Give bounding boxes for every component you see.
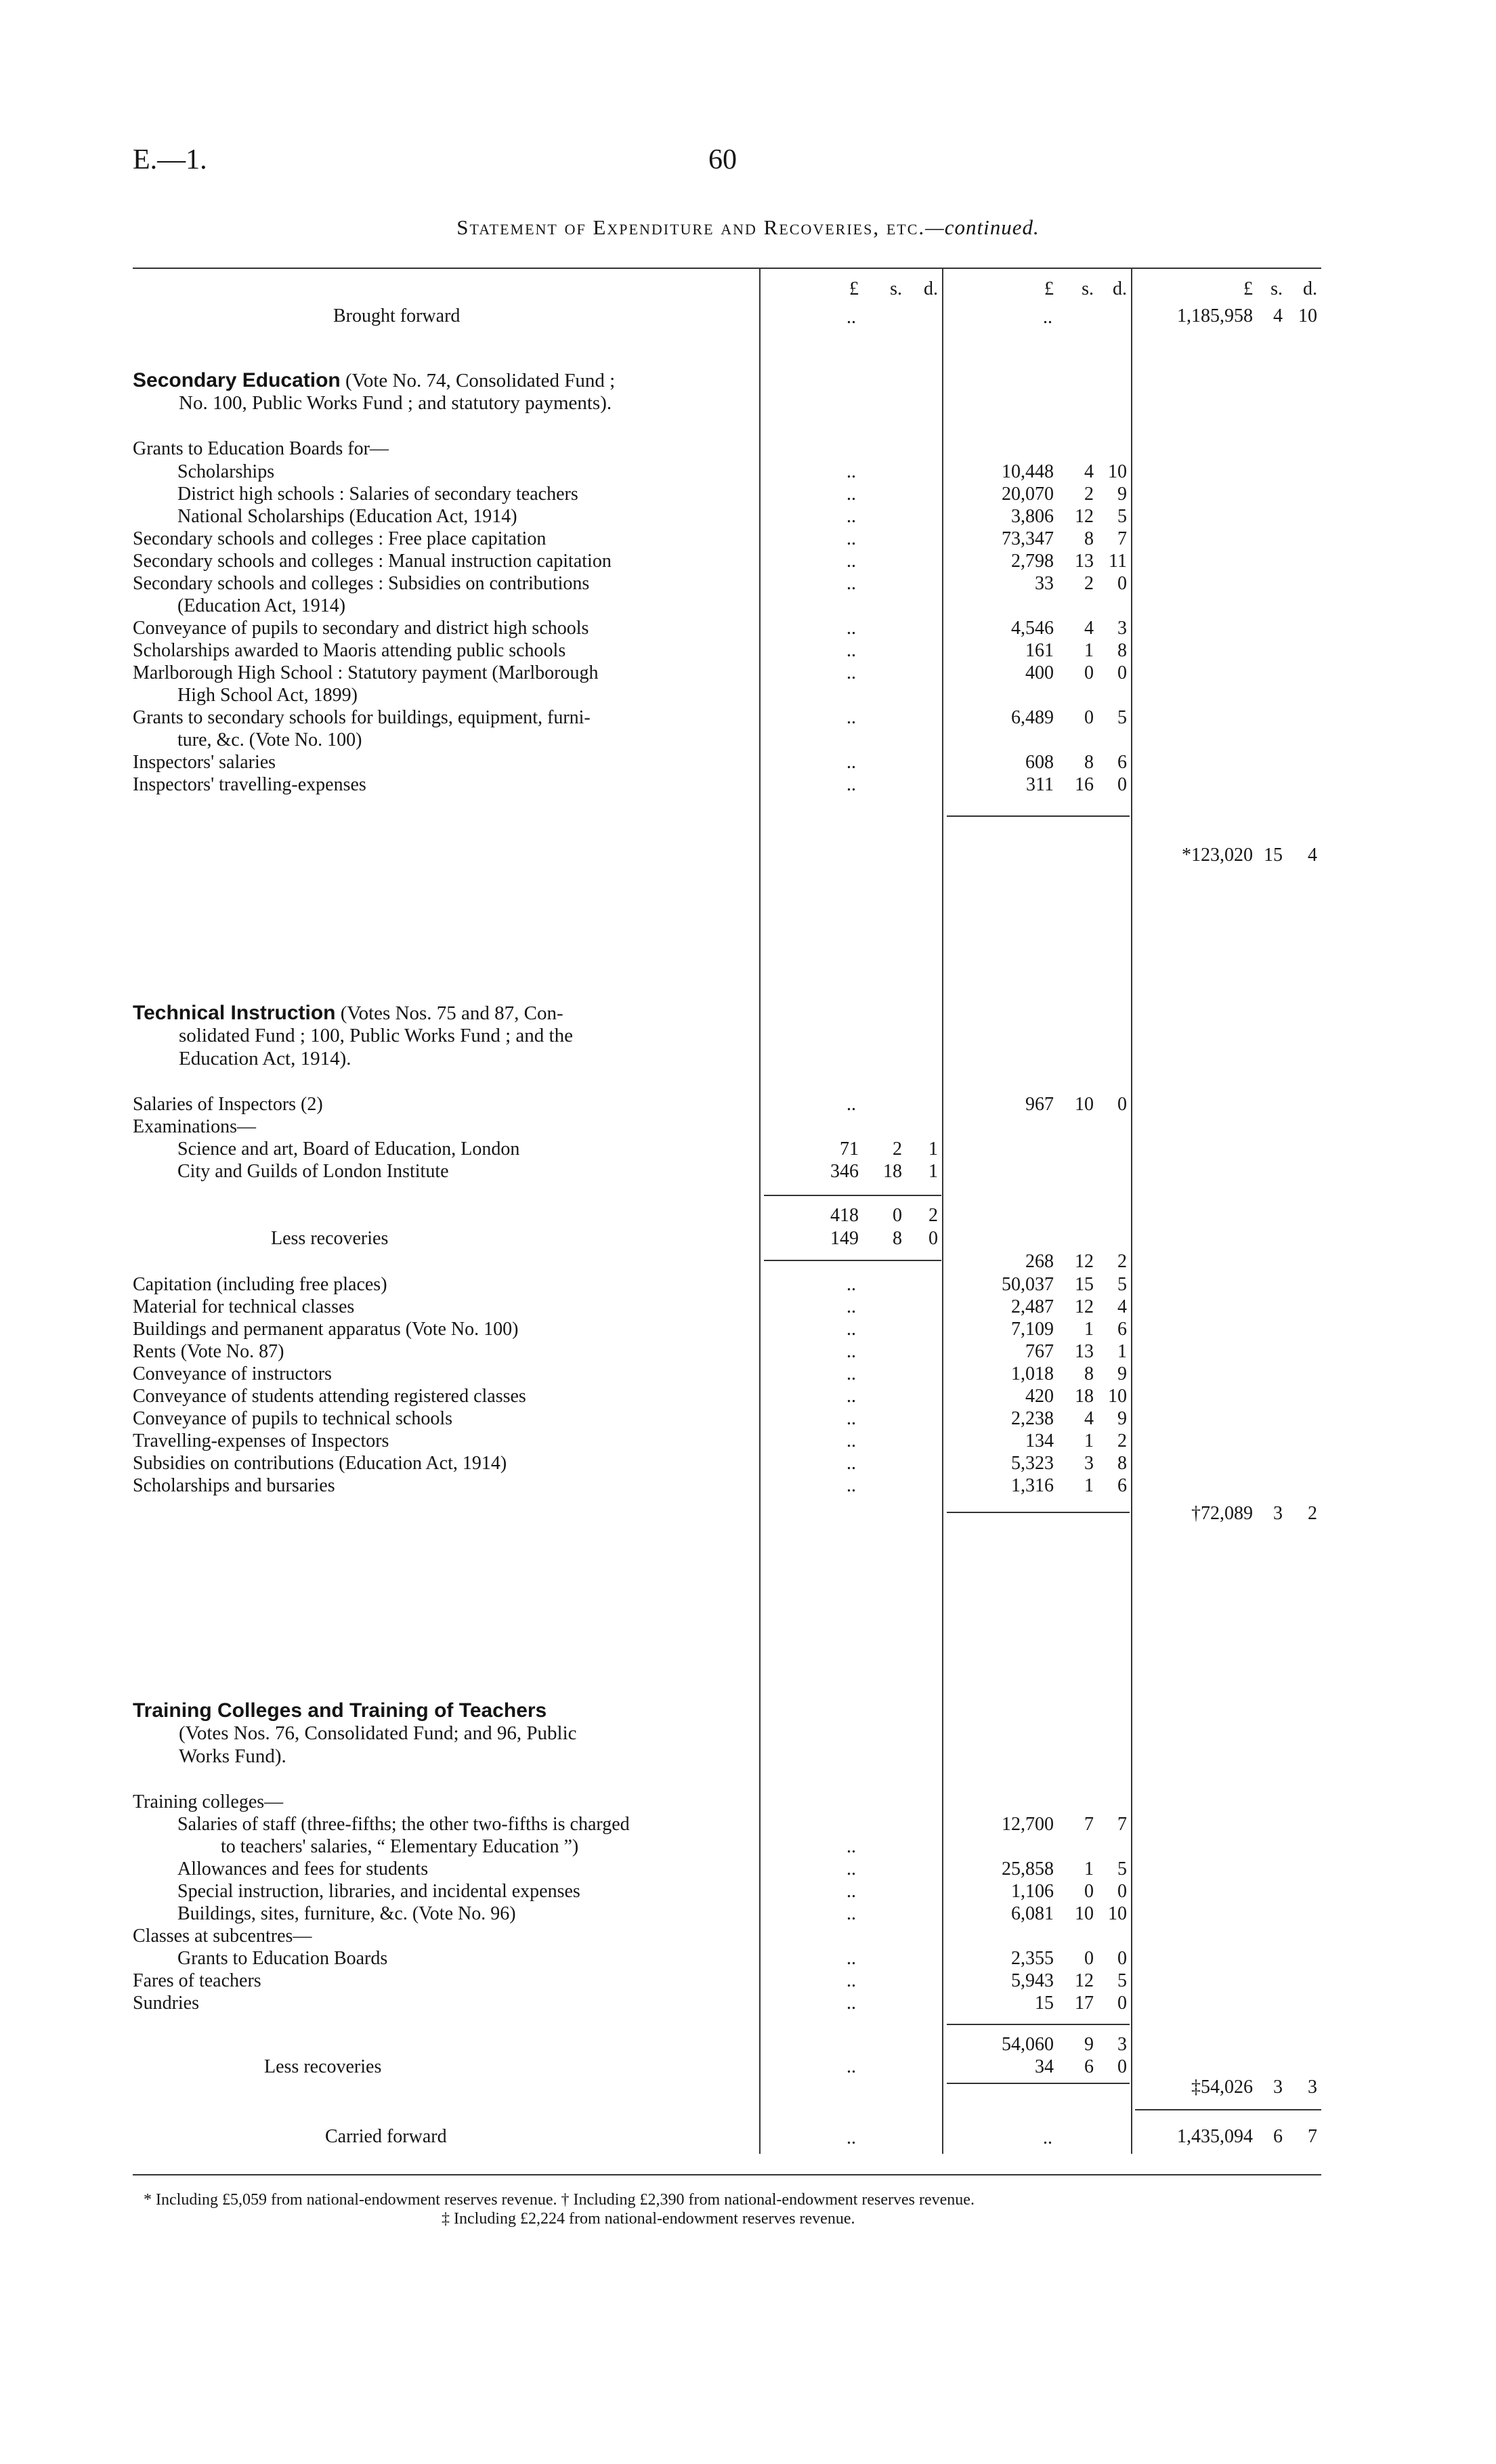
training-row-dots: .. bbox=[847, 1858, 856, 1879]
secondary-row-label: Grants to secondary schools for buildings, equipment, furni- bbox=[133, 707, 591, 728]
brought-forward-label: Brought forward bbox=[333, 305, 461, 326]
secondary-row-label: District high schools : Salaries of secondary teachers bbox=[177, 484, 578, 505]
technical-row-amount-s: 1 bbox=[1084, 1475, 1094, 1496]
technical-total-p: †72,089 bbox=[1191, 1503, 1253, 1524]
training-heading-line2: (Votes Nos. 76, Consolidated Fund; and 96, Public bbox=[179, 1722, 577, 1744]
training-row-dots: .. bbox=[847, 1836, 856, 1857]
secondary-row-dots: .. bbox=[847, 461, 856, 482]
cf-dots-a: .. bbox=[847, 2127, 856, 2148]
secondary-row-label: Conveyance of pupils to secondary and district high schools bbox=[133, 618, 589, 639]
unit-pence-A: d. bbox=[924, 278, 938, 299]
technical-row-amount-d: 2 bbox=[1117, 1430, 1127, 1451]
brought-forward-total-s: 4 bbox=[1273, 305, 1283, 326]
exam-net-d: 2 bbox=[1117, 1251, 1127, 1272]
technical-row-dots: .. bbox=[847, 1430, 856, 1451]
unit-pound-C: £ bbox=[1243, 278, 1253, 299]
secondary-title: Secondary Education bbox=[133, 369, 341, 391]
technical-row-amount-p: 2,238 bbox=[1011, 1408, 1054, 1429]
technical-row-amount-d: 10 bbox=[1108, 1386, 1127, 1407]
page-title bbox=[0, 215, 1496, 240]
secondary-row-amount-p: 4,546 bbox=[1011, 618, 1054, 639]
secondary-row-dots: .. bbox=[847, 707, 856, 728]
secondary-row-amount-s: 8 bbox=[1084, 528, 1094, 549]
technical-row-amount-d: 9 bbox=[1117, 1363, 1127, 1384]
secondary-row-label-cont: High School Act, 1899) bbox=[177, 685, 358, 706]
technical-row-amount-p: 1,018 bbox=[1011, 1363, 1054, 1384]
training-row-label: Allowances and fees for students bbox=[177, 1858, 429, 1879]
unit-shilling-A: s. bbox=[890, 278, 902, 299]
page-number: 60 bbox=[708, 144, 737, 175]
secondary-row-amount-d: 9 bbox=[1117, 484, 1127, 505]
secondary-subtotal-rule bbox=[947, 815, 1130, 817]
secondary-row-label: National Scholarships (Education Act, 1914) bbox=[177, 506, 517, 527]
secondary-row-amount-d: 3 bbox=[1117, 618, 1127, 639]
training-subtotal-p: 54,060 bbox=[1002, 2034, 1054, 2055]
secondary-row-amount-p: 10,448 bbox=[1002, 461, 1054, 482]
training-subtotal-rule bbox=[947, 2024, 1130, 2025]
secondary-row-dots: .. bbox=[847, 774, 856, 795]
technical-heading bbox=[133, 1001, 563, 1025]
training-row2-amount-p: 2,355 bbox=[1011, 1948, 1054, 1969]
training-row2-dots: .. bbox=[847, 1993, 856, 2014]
training-row-amount-d: 7 bbox=[1117, 1814, 1127, 1835]
training-less-recoveries-amount-p: 34 bbox=[1035, 2056, 1054, 2077]
technical-row-label: Conveyance of pupils to technical schools bbox=[133, 1408, 452, 1429]
exam-subtotal-s: 0 bbox=[893, 1205, 902, 1226]
training-total-p: ‡54,026 bbox=[1191, 2077, 1253, 2098]
training-row2-amount-p: 15 bbox=[1035, 1993, 1054, 2014]
exam-row-label: Science and art, Board of Education, London bbox=[177, 1139, 520, 1160]
training-row2-label: Sundries bbox=[133, 1993, 199, 2014]
training-row-amount-s: 0 bbox=[1084, 1881, 1094, 1902]
training-heading-line3: Works Fund). bbox=[179, 1745, 286, 1767]
secondary-heading-line2: No. 100, Public Works Fund ; and statutory payments). bbox=[179, 392, 612, 414]
secondary-row-amount-p: 311 bbox=[1026, 774, 1054, 795]
technical-row-dots: .. bbox=[847, 1341, 856, 1362]
technical-subtotal-rule bbox=[947, 1512, 1130, 1513]
technical-row-dots: .. bbox=[847, 1475, 856, 1496]
cf-dots-b: .. bbox=[1043, 2127, 1052, 2148]
secondary-heading bbox=[133, 368, 615, 393]
tech-less-recoveries-amount-p: 149 bbox=[830, 1228, 859, 1249]
technical-row-amount-p: 134 bbox=[1025, 1430, 1054, 1451]
secondary-row-label: Secondary schools and colleges : Subsidies on contributions bbox=[133, 573, 590, 594]
secondary-row-dots: .. bbox=[847, 640, 856, 661]
tech-less-recoveries-amount-s: 8 bbox=[893, 1228, 902, 1249]
tech-less-recoveries-amount-d: 0 bbox=[928, 1228, 938, 1249]
brought-forward-total-p: 1,185,958 bbox=[1177, 305, 1253, 326]
training-row2-label: Grants to Education Boards bbox=[177, 1948, 388, 1969]
tech-less-recoveries-label: Less recoveries bbox=[271, 1228, 389, 1249]
exam-row-amount-d: 1 bbox=[928, 1139, 938, 1160]
technical-row-amount-d: 4 bbox=[1117, 1296, 1127, 1317]
grants-heading: Grants to Education Boards for— bbox=[133, 438, 389, 459]
carried-rule bbox=[1135, 2109, 1321, 2110]
column-rule-2 bbox=[942, 268, 943, 2154]
secondary-row-amount-d: 10 bbox=[1108, 461, 1127, 482]
training-total-d: 3 bbox=[1308, 2077, 1317, 2098]
column-rule-3 bbox=[1131, 268, 1132, 2154]
bottom-rule bbox=[133, 2174, 1321, 2175]
secondary-row-label-cont: ture, &c. (Vote No. 100) bbox=[177, 729, 362, 750]
secondary-row-label: Inspectors' travelling-expenses bbox=[133, 774, 366, 795]
title-text: Statement of Expenditure and Recoveries, etc. bbox=[456, 215, 926, 239]
exam-subtotal-d: 2 bbox=[928, 1205, 938, 1226]
training-heading bbox=[133, 1699, 547, 1723]
top-rule bbox=[133, 268, 1321, 269]
carried-forward-total-d: 7 bbox=[1308, 2126, 1317, 2147]
salaries-dots: .. bbox=[847, 1094, 856, 1115]
technical-row-amount-s: 18 bbox=[1075, 1386, 1094, 1407]
exam-row-amount-p: 71 bbox=[840, 1139, 859, 1160]
training-row-amount-p: 12,700 bbox=[1002, 1814, 1054, 1835]
training-row-label: Salaries of staff (three-fifths; the other two-fifths is charged bbox=[177, 1814, 630, 1835]
secondary-row-label: Marlborough High School : Statutory payment (Marlborough bbox=[133, 662, 599, 683]
secondary-row-amount-p: 2,798 bbox=[1011, 551, 1054, 572]
training-row2-amount-d: 0 bbox=[1117, 1948, 1127, 1969]
secondary-row-label: Scholarships awarded to Maoris attending public schools bbox=[133, 640, 566, 661]
secondary-row-amount-s: 2 bbox=[1084, 484, 1094, 505]
column-rule-1 bbox=[759, 268, 761, 2154]
training-subtotal-s: 9 bbox=[1084, 2034, 1094, 2055]
training-row-amount-p: 1,106 bbox=[1011, 1881, 1054, 1902]
training-title: Training Colleges and Training of Teachers bbox=[133, 1699, 547, 1722]
exam-row-amount-s: 18 bbox=[883, 1161, 902, 1182]
secondary-row-amount-s: 2 bbox=[1084, 573, 1094, 594]
exam-net-s: 12 bbox=[1075, 1251, 1094, 1272]
secondary-row-amount-p: 400 bbox=[1025, 662, 1054, 683]
exam-net-rule bbox=[764, 1260, 941, 1261]
secondary-row-dots: .. bbox=[847, 618, 856, 639]
salaries-amount-s: 10 bbox=[1075, 1094, 1094, 1115]
training-row2-amount-s: 12 bbox=[1075, 1970, 1094, 1991]
technical-row-label: Capitation (including free places) bbox=[133, 1274, 387, 1295]
salaries-amount-d: 0 bbox=[1117, 1094, 1127, 1115]
exam-row-amount-s: 2 bbox=[893, 1139, 902, 1160]
technical-row-amount-d: 1 bbox=[1117, 1341, 1127, 1362]
secondary-row-amount-d: 11 bbox=[1109, 551, 1127, 572]
exam-row-amount-d: 1 bbox=[928, 1161, 938, 1182]
technical-row-amount-p: 50,037 bbox=[1002, 1274, 1054, 1295]
technical-row-amount-p: 767 bbox=[1025, 1341, 1054, 1362]
colleges-heading: Training colleges— bbox=[133, 1791, 284, 1812]
secondary-row-amount-p: 161 bbox=[1025, 640, 1054, 661]
technical-heading-line2: solidated Fund ; 100, Public Works Fund ; and the bbox=[179, 1025, 573, 1046]
technical-row-amount-p: 1,316 bbox=[1011, 1475, 1054, 1496]
secondary-row-label: Secondary schools and colleges : Manual instruction capitation bbox=[133, 551, 612, 572]
classes-heading: Classes at subcentres— bbox=[133, 1926, 312, 1947]
technical-row-amount-s: 15 bbox=[1075, 1274, 1094, 1295]
secondary-row-amount-d: 5 bbox=[1117, 707, 1127, 728]
secondary-row-amount-d: 6 bbox=[1117, 752, 1127, 773]
training-row2-amount-d: 5 bbox=[1117, 1970, 1127, 1991]
secondary-total-d: 4 bbox=[1308, 845, 1317, 866]
secondary-row-amount-s: 1 bbox=[1084, 640, 1094, 661]
technical-row-dots: .. bbox=[847, 1319, 856, 1340]
secondary-row-amount-s: 13 bbox=[1075, 551, 1094, 572]
technical-row-label: Conveyance of students attending registered classes bbox=[133, 1386, 526, 1407]
salaries-amount-p: 967 bbox=[1025, 1094, 1054, 1115]
secondary-row-amount-p: 73,347 bbox=[1002, 528, 1054, 549]
technical-row-amount-d: 9 bbox=[1117, 1408, 1127, 1429]
secondary-row-amount-s: 4 bbox=[1084, 461, 1094, 482]
secondary-row-amount-d: 5 bbox=[1117, 506, 1127, 527]
training-row-amount-s: 7 bbox=[1084, 1814, 1094, 1835]
secondary-row-label: Inspectors' salaries bbox=[133, 752, 276, 773]
technical-heading-line3: Education Act, 1914). bbox=[179, 1048, 351, 1069]
secondary-row-amount-d: 0 bbox=[1117, 662, 1127, 683]
secondary-total-p: *123,020 bbox=[1182, 845, 1253, 866]
exam-subtotal-p: 418 bbox=[830, 1205, 859, 1226]
secondary-row-dots: .. bbox=[847, 528, 856, 549]
technical-row-amount-p: 420 bbox=[1025, 1386, 1054, 1407]
technical-row-dots: .. bbox=[847, 1453, 856, 1474]
technical-row-label: Rents (Vote No. 87) bbox=[133, 1341, 284, 1362]
secondary-row-dots: .. bbox=[847, 752, 856, 773]
technical-row-dots: .. bbox=[847, 1408, 856, 1429]
technical-total-d: 2 bbox=[1308, 1503, 1317, 1524]
technical-row-amount-p: 5,323 bbox=[1011, 1453, 1054, 1474]
technical-row-amount-s: 1 bbox=[1084, 1430, 1094, 1451]
unit-pence-C: d. bbox=[1303, 278, 1317, 299]
training-row-amount-d: 10 bbox=[1108, 1903, 1127, 1924]
secondary-row-amount-d: 0 bbox=[1117, 573, 1127, 594]
training-row2-label: Fares of teachers bbox=[133, 1970, 261, 1991]
footnote-1: * Including £5,059 from national-endowment reserves revenue. † Including £2,390 from national-endowment reserves revenue. bbox=[144, 2191, 975, 2209]
unit-shilling-C: s. bbox=[1270, 278, 1283, 299]
exam-subtotal-rule bbox=[764, 1195, 941, 1196]
secondary-row-dots: .. bbox=[847, 662, 856, 683]
training-row-amount-d: 5 bbox=[1117, 1858, 1127, 1879]
exam-row-amount-p: 346 bbox=[830, 1161, 859, 1182]
exam-net-p: 268 bbox=[1025, 1251, 1054, 1272]
training-row-dots: .. bbox=[847, 1881, 856, 1902]
secondary-total-s: 15 bbox=[1264, 845, 1283, 866]
unit-shilling-B: s. bbox=[1082, 278, 1094, 299]
training-total-rule bbox=[947, 2083, 1130, 2084]
training-row2-amount-d: 0 bbox=[1117, 1993, 1127, 2014]
training-row-dots: .. bbox=[847, 1903, 856, 1924]
secondary-row-amount-s: 0 bbox=[1084, 662, 1094, 683]
training-row-label: Special instruction, libraries, and incidental expenses bbox=[177, 1881, 580, 1902]
bf-dots-b: .. bbox=[1043, 307, 1052, 328]
training-row-label-cont: to teachers' salaries, “ Elementary Education ”) bbox=[221, 1836, 579, 1857]
training-row2-amount-s: 17 bbox=[1075, 1993, 1094, 2014]
technical-row-label: Buildings and permanent apparatus (Vote No. 100) bbox=[133, 1319, 519, 1340]
secondary-row-amount-s: 0 bbox=[1084, 707, 1094, 728]
technical-row-amount-p: 2,487 bbox=[1011, 1296, 1054, 1317]
training-total-s: 3 bbox=[1273, 2077, 1283, 2098]
technical-row-amount-s: 4 bbox=[1084, 1408, 1094, 1429]
secondary-row-dots: .. bbox=[847, 484, 856, 505]
secondary-row-label: Scholarships bbox=[177, 461, 275, 482]
secondary-row-amount-p: 3,806 bbox=[1011, 506, 1054, 527]
unit-pound-A: £ bbox=[849, 278, 859, 299]
technical-row-dots: .. bbox=[847, 1386, 856, 1407]
training-row-amount-d: 0 bbox=[1117, 1881, 1127, 1902]
training-less-recoveries-amount-s: 6 bbox=[1084, 2056, 1094, 2077]
secondary-row-dots: .. bbox=[847, 573, 856, 594]
brought-forward-total-d: 10 bbox=[1298, 305, 1317, 326]
training-less-dots: .. bbox=[847, 2056, 856, 2077]
exam-heading: Examinations— bbox=[133, 1116, 256, 1137]
technical-row-label: Conveyance of instructors bbox=[133, 1363, 332, 1384]
technical-title-rest: (Votes Nos. 75 and 87, Con- bbox=[340, 1002, 563, 1024]
technical-row-label: Travelling-expenses of Inspectors bbox=[133, 1430, 389, 1451]
carried-forward-label: Carried forward bbox=[325, 2126, 447, 2147]
technical-row-amount-s: 1 bbox=[1084, 1319, 1094, 1340]
training-row-amount-s: 1 bbox=[1084, 1858, 1094, 1879]
training-subtotal-d: 3 bbox=[1117, 2034, 1127, 2055]
secondary-row-dots: .. bbox=[847, 551, 856, 572]
technical-row-amount-d: 8 bbox=[1117, 1453, 1127, 1474]
technical-row-amount-p: 7,109 bbox=[1011, 1319, 1054, 1340]
training-less-recoveries-label: Less recoveries bbox=[264, 2056, 382, 2077]
salaries-label: Salaries of Inspectors (2) bbox=[133, 1094, 323, 1115]
secondary-row-amount-p: 6,489 bbox=[1011, 707, 1054, 728]
secondary-row-label: Secondary schools and colleges : Free place capitation bbox=[133, 528, 547, 549]
technical-row-label: Scholarships and bursaries bbox=[133, 1475, 335, 1496]
technical-row-amount-s: 8 bbox=[1084, 1363, 1094, 1384]
carried-forward-total-p: 1,435,094 bbox=[1177, 2126, 1253, 2147]
secondary-row-amount-s: 4 bbox=[1084, 618, 1094, 639]
training-row-amount-s: 10 bbox=[1075, 1903, 1094, 1924]
secondary-row-amount-s: 12 bbox=[1075, 506, 1094, 527]
carried-forward-total-s: 6 bbox=[1273, 2126, 1283, 2147]
unit-pound-B: £ bbox=[1044, 278, 1054, 299]
technical-row-label: Material for technical classes bbox=[133, 1296, 355, 1317]
technical-title: Technical Instruction bbox=[133, 1002, 336, 1024]
secondary-row-amount-p: 608 bbox=[1025, 752, 1054, 773]
technical-row-amount-d: 6 bbox=[1117, 1319, 1127, 1340]
technical-row-amount-d: 5 bbox=[1117, 1274, 1127, 1295]
unit-pence-B: d. bbox=[1113, 278, 1127, 299]
technical-total-s: 3 bbox=[1273, 1503, 1283, 1524]
training-less-recoveries-amount-d: 0 bbox=[1117, 2056, 1127, 2077]
secondary-row-label-cont: (Education Act, 1914) bbox=[177, 595, 346, 616]
secondary-row-amount-d: 0 bbox=[1117, 774, 1127, 795]
technical-row-amount-d: 6 bbox=[1117, 1475, 1127, 1496]
technical-row-dots: .. bbox=[847, 1274, 856, 1295]
bf-dots-a: .. bbox=[847, 307, 856, 328]
technical-row-amount-s: 12 bbox=[1075, 1296, 1094, 1317]
exam-row-label: City and Guilds of London Institute bbox=[177, 1161, 449, 1182]
training-row-label: Buildings, sites, furniture, &c. (Vote No. 96) bbox=[177, 1903, 516, 1924]
technical-row-amount-s: 13 bbox=[1075, 1341, 1094, 1362]
technical-row-dots: .. bbox=[847, 1363, 856, 1384]
title-continued: —continued. bbox=[925, 215, 1040, 239]
secondary-row-amount-s: 8 bbox=[1084, 752, 1094, 773]
secondary-row-amount-d: 8 bbox=[1117, 640, 1127, 661]
technical-row-label: Subsidies on contributions (Education Act, 1914) bbox=[133, 1453, 507, 1474]
footnote-2: ‡ Including £2,224 from national-endowment reserves revenue. bbox=[442, 2210, 855, 2228]
secondary-row-dots: .. bbox=[847, 506, 856, 527]
secondary-row-amount-s: 16 bbox=[1075, 774, 1094, 795]
training-row-amount-p: 6,081 bbox=[1011, 1903, 1054, 1924]
secondary-row-amount-p: 20,070 bbox=[1002, 484, 1054, 505]
technical-row-dots: .. bbox=[847, 1296, 856, 1317]
secondary-row-amount-p: 33 bbox=[1035, 573, 1054, 594]
secondary-title-rest: (Vote No. 74, Consolidated Fund ; bbox=[345, 370, 616, 391]
training-row2-amount-p: 5,943 bbox=[1011, 1970, 1054, 1991]
training-row2-dots: .. bbox=[847, 1948, 856, 1969]
training-row2-dots: .. bbox=[847, 1970, 856, 1991]
training-row-amount-p: 25,858 bbox=[1002, 1858, 1054, 1879]
secondary-row-amount-d: 7 bbox=[1117, 528, 1127, 549]
page-code: E.—1. bbox=[133, 144, 207, 175]
training-row2-amount-s: 0 bbox=[1084, 1948, 1094, 1969]
technical-row-amount-s: 3 bbox=[1084, 1453, 1094, 1474]
